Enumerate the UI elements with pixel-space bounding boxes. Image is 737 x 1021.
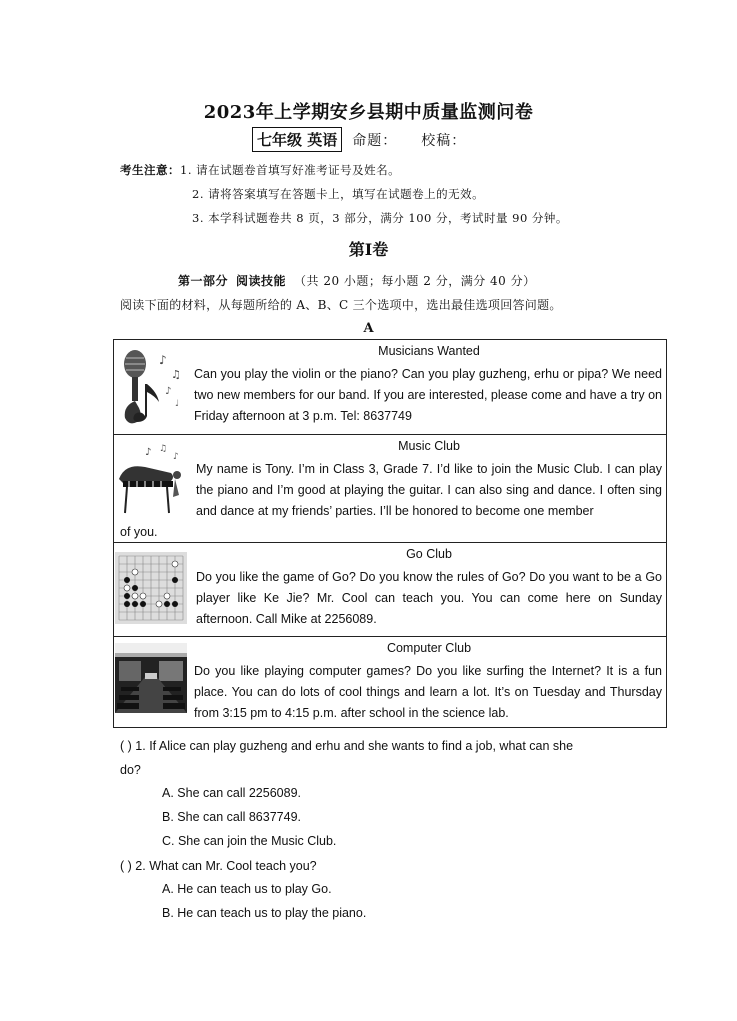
- option-a: A. She can call 2256089.: [162, 786, 301, 800]
- volume-heading: 第Ⅰ卷: [348, 240, 389, 259]
- svg-text:♫: ♫: [171, 368, 181, 381]
- option-a: A. He can teach us to play Go.: [162, 882, 332, 896]
- option-b: B. He can teach us to play the piano.: [162, 906, 367, 920]
- instruction: 阅读下面的材料，从每题所给的 A、B、C 三个选项中，选出最佳选项回答问题。: [120, 298, 562, 312]
- proposer-label: 命题：: [352, 132, 398, 149]
- ad-text: Do you like playing computer games? Do you like surfing the Internet? It is a fun place. You can do lots of cool things and learn a lot. It’s on Tuesday and Thursday from 3:15 pm to 4:15 p.m. after school in the science lab.: [194, 664, 662, 720]
- subtitle-row: [252, 127, 466, 152]
- exam-title: 2023年上学期安乡县期中质量监测问卷: [203, 102, 534, 123]
- piano-player-icon: [115, 441, 187, 517]
- go-board-icon: [115, 552, 187, 624]
- answer-blank[interactable]: ( ): [120, 739, 132, 753]
- svg-text:♪: ♪: [145, 447, 152, 458]
- question-stem-tail: do?: [120, 763, 141, 777]
- ad-title: Musicians Wanted: [378, 344, 480, 358]
- question-2: [120, 858, 640, 874]
- svg-text:♪: ♪: [159, 353, 167, 367]
- question-stem: 2. What can Mr. Cool teach you?: [135, 859, 317, 873]
- ad-text-tail: of you.: [120, 525, 158, 539]
- ad-text: My name is Tony. I’m in Class 3, Grade 7. I’d like to join the Music Club. I can play the piano and I’m good at playing the guitar. I can also sing and dance. I often sing and dance at my friends’ parties. I’ll be honored to become one member: [196, 462, 662, 518]
- notice-line-1: [120, 162, 400, 178]
- notice-item: 2. 请将答案填写在答题卡上，填写在试题卷上的无效。: [192, 187, 485, 201]
- section-label: A: [363, 321, 374, 336]
- ad-text: Do you like the game of Go? Do you know the rules of Go? Do you want to be a Go player like Ke Jie? Mr. Cool can teach you. You can come here on Sunday afternoon. Call Mike at 2256089.: [196, 570, 662, 626]
- ad-title: Go Club: [406, 547, 452, 561]
- question-stem: 1. If Alice can play guzheng and erhu and she wants to find a job, what can she: [135, 739, 574, 753]
- ad-computer-club: [114, 637, 666, 728]
- part-detail: （共 20 小题；每小题 2 分，满分 40 分）: [294, 274, 536, 288]
- question-1: [120, 738, 640, 754]
- notice-item: 1. 请在试题卷首填写好准考证号及姓名。: [180, 163, 401, 177]
- answer-blank[interactable]: ( ): [120, 859, 132, 873]
- part-title: 阅读技能: [236, 274, 287, 288]
- ad-text: Can you play the violin or the piano? Can you play guzheng, erhu or pipa? We need two new members for our band. If you are interested, please come and have a try on Friday afternoon at 3 p.m. Tel: 8637749: [194, 367, 662, 423]
- microphone-music-icon: [115, 344, 189, 428]
- ad-musicians-wanted: [114, 340, 666, 435]
- notice-item: 3. 本学科试题卷共 8 页，3 部分，满分 100 分，考试时量 90 分钟。: [192, 211, 568, 225]
- option-b: B. She can call 8637749.: [162, 810, 301, 824]
- notice-label: 考生注意：: [120, 163, 180, 177]
- part-heading: [178, 272, 536, 289]
- ad-go-club: [114, 543, 666, 637]
- ad-title: Music Club: [398, 439, 460, 453]
- reviewer-label: 校稿：: [421, 132, 467, 149]
- grade-subject-box: 七年级 英语: [252, 127, 342, 152]
- svg-text:♪: ♪: [173, 452, 179, 462]
- svg-text:♪: ♪: [165, 386, 172, 397]
- ad-music-club: [114, 435, 666, 543]
- ad-title: Computer Club: [386, 641, 472, 655]
- part-name: 第一部分: [178, 274, 229, 288]
- option-c: C. She can join the Music Club.: [162, 834, 337, 848]
- computer-lab-icon: [115, 643, 187, 713]
- ads-table: [113, 339, 667, 728]
- svg-text:♩: ♩: [175, 399, 180, 409]
- svg-text:♫: ♫: [159, 444, 168, 454]
